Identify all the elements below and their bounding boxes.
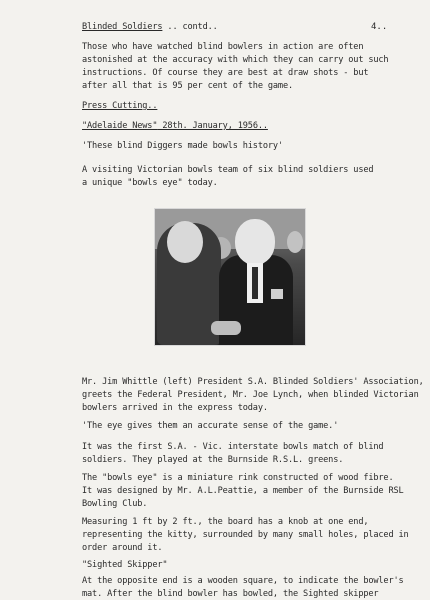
press-cutting-heading: Press Cutting.. — [82, 101, 158, 111]
paragraph-4-line-2: mat. After the blind bowler has bowled, the Sighted skipper — [82, 589, 379, 599]
paragraph-3-line-2: representing the kitty, surrounded by many small holes, placed in — [82, 530, 409, 540]
intro-line-1: Those who have watched blind bowlers in action are often — [82, 42, 364, 52]
subheading: "Sighted Skipper" — [82, 560, 168, 570]
intro-line-3: instructions. Of course they are best at draw shots - but — [82, 68, 369, 78]
press-source-line — [82, 121, 268, 132]
press-lead-1: A visiting Victorian bowls team of six blind soldiers used — [82, 165, 374, 175]
press-photo — [154, 208, 306, 346]
press-date: 28th. January, 1956.. — [157, 121, 268, 131]
paragraph-2-line-2: It was designed by Mr. A.L.Peattie, a member of the Burnside RSL — [82, 486, 404, 496]
paragraph-2-line-1: The "bowls eye" is a miniature rink constructed of wood fibre. — [82, 473, 394, 483]
intro-line-2: astonished at the accuracy with which they can carry out such — [82, 55, 389, 65]
heading-title: Blinded Soldiers — [82, 22, 163, 32]
paragraph-3-line-3: order around it. — [82, 543, 163, 553]
photo-caption-2: greets the Federal President, Mr. Joe Lynch, when blinded Victorian — [82, 390, 419, 400]
quote-line: 'The eye gives them an accurate sense of the game.' — [82, 421, 339, 431]
press-source: "Adelaide News" — [82, 121, 158, 131]
photo-caption-1: Mr. Jim Whittle (left) President S.A. Blinded Soldiers' Association, — [82, 377, 424, 387]
press-headline: 'These blind Diggers made bowls history' — [82, 141, 283, 151]
paragraph-2-line-3: Bowling Club. — [82, 499, 148, 509]
paragraph-3-line-1: Measuring 1 ft by 2 ft., the board has a knob at one end, — [82, 517, 369, 527]
paragraph-1-line-2: soldiers. They played at the Burnside R.S.L. greens. — [82, 455, 344, 465]
press-lead-2: a unique "bowls eye" today. — [82, 178, 218, 188]
paragraph-1-line-1: It was the first S.A. - Vic. interstate bowls match of blind — [82, 442, 384, 452]
intro-line-4: after all that is 95 per cent of the game. — [82, 81, 294, 91]
photo-caption-3: bowlers arrived in the express today. — [82, 403, 268, 413]
section-heading — [82, 22, 218, 33]
paragraph-4-line-1: At the opposite end is a wooden square, to indicate the bowler's — [82, 576, 404, 586]
heading-suffix: .. contd.. — [162, 22, 218, 32]
page-number: 4.. — [371, 22, 388, 32]
